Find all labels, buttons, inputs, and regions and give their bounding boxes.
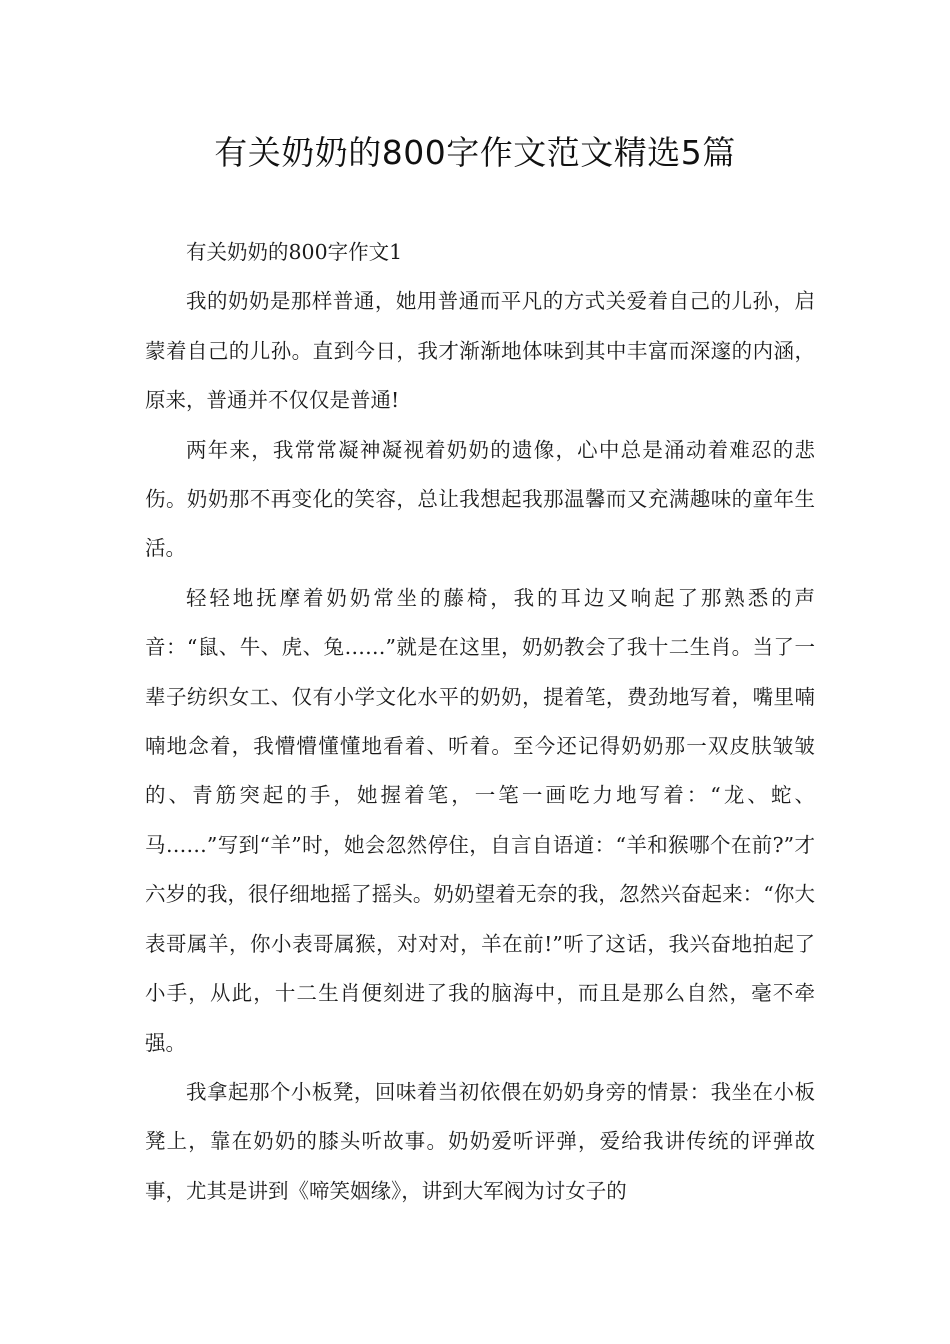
- document-title: 有关奶奶的800字作文范文精选5篇: [214, 133, 736, 172]
- section-heading: 有关奶奶的800字作文1: [186, 240, 403, 264]
- paragraph-1: 我的奶奶是那样普通，她用普通而平凡的方式关爱着自己的儿孙，启蒙着自己的儿孙。直到今日，我才渐渐地体味到其中丰富而深邃的内涵，原来，普通并不仅仅是普通!: [145, 289, 815, 413]
- paragraph-2: 两年来，我常常凝神凝视着奶奶的遗像，心中总是涌动着难忍的悲伤。奶奶那不再变化的笑容，总让我想起我那温馨而又充满趣味的童年生活。: [145, 437, 815, 561]
- paragraph-4: 我拿起那个小板凳，回味着当初依偎在奶奶身旁的情景：我坐在小板凳上，靠在奶奶的膝头听故事。奶奶爱听评弹，爱给我讲传统的评弹故事，尤其是讲到《啼笑姻缘》，讲到大军阀为讨女子的: [145, 1079, 815, 1203]
- paragraph-3: 轻轻地抚摩着奶奶常坐的藤椅，我的耳边又响起了那熟悉的声音：“鼠、牛、虎、兔……”就是在这里，奶奶教会了我十二生肖。当了一辈子纺织女工、仅有小学文化水平的奶奶，提着笔，费劲地写着，嘴里喃喃地念着，我懵懵懂懂地看着、听着。至今还记得奶奶那一双皮肤皱皱的、青筋突起的手，她握着笔，一笔一画吃力地写着：“龙、蛇、马……”写到“羊”时，她会忽然停住，自言自语道：“羊和猴哪个在前?”才六岁的我，很仔细地摇了摇头。奶奶望着无奈的我，忽然兴奋起来：“你大表哥属羊，你小表哥属猴，对对对，羊在前!”听了这话，我兴奋地拍起了小手，从此，十二生肖便刻进了我的脑海中，而且是那么自然，毫不牵强。: [145, 585, 815, 1055]
- document-body: [145, 228, 815, 1216]
